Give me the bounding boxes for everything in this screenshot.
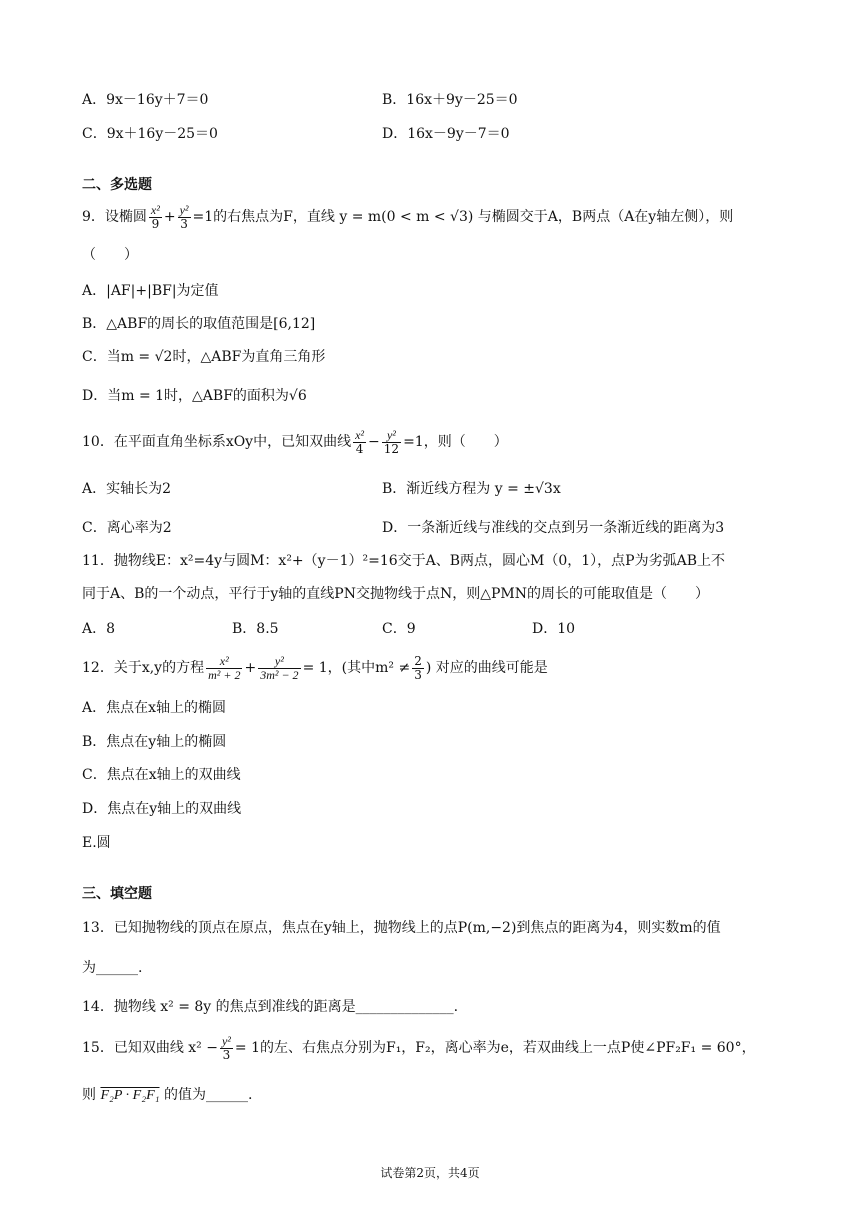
q9-option-b: B．△ABF的周长的取值范围是[6,12]: [82, 316, 316, 332]
q15-vector-product: F₂P · F₂F₁: [100, 1088, 160, 1103]
q11-option-d: D．10: [532, 621, 576, 637]
q15-line2: 则 F₂P · F₂F₁ 的值为______.: [82, 1087, 253, 1103]
page-footer: 试卷第2页，共4页: [380, 1166, 480, 1180]
section-3-title: 三、填空题: [82, 886, 152, 902]
q9-frac-y: $\frac{\text{y²}}{3}$: [179, 202, 189, 231]
q9-option-a: A．|AF|+|BF|为定值: [82, 283, 219, 299]
q10-stem: 10．在平面直角坐标系xOy中，已知双曲线 $\frac{\text{x²}}{4}$ − $\frac{\text{y²}}{12}$ =1，则（ ）: [82, 427, 508, 456]
q11-line1: 11．抛物线E：x²=4y与圆M：x²+（y－1）²=16交于A、B两点，圆心M（0，1），点P为劣弧AB上不: [82, 553, 726, 569]
q8-option-c: C．9x＋16y－25＝0: [82, 126, 218, 142]
q9-frac-x: $\frac{\text{x²}}{9}$: [150, 202, 160, 231]
q8-option-a: A．9x－16y＋7＝0: [82, 92, 209, 108]
q9-paren: （ ）: [82, 247, 138, 263]
q12-frac-two-thirds: $\frac{2}{3}$: [414, 653, 422, 682]
q9-option-d: D．当m = 1时，△ABF的面积为√6: [82, 388, 307, 404]
section-2-title: 二、多选题: [82, 177, 152, 193]
q10-frac-y: $\frac{\text{y²}}{12}$: [383, 427, 400, 456]
q10-frac-x: $\frac{\text{x²}}{4}$: [355, 427, 365, 456]
q14-line1: 14．抛物线 x² = 8y 的焦点到准线的距离是______________.: [82, 999, 459, 1015]
q12-option-b: B．焦点在y轴上的椭圆: [82, 734, 227, 750]
q10-option-d: D．一条渐近线与准线的交点到另一条渐近线的距离为3: [382, 520, 725, 536]
q12-frac-x: $\frac{\text{x²}}{\text{m² + 2}}$: [208, 653, 241, 682]
q12-option-c: C．焦点在x轴上的双曲线: [82, 767, 241, 783]
q15-stem: 15．已知双曲线 x² − $\frac{\text{y²}}{3}$ = 1的左、右焦点分别为F₁，F₂，离心率为e，若双曲线上一点P使∠PF₂F₁ = 60°，: [82, 1033, 756, 1062]
q12-stem: 12．关于x,y的方程 $\frac{\text{x²}}{\text{m² + 2}}$ + $\frac{\text{y²}}{\text{3m² − 2}}$ = 1，(其中m² ≠ $\frac{2}{3}$ ) 对应的曲线可能是: [82, 653, 548, 682]
q13-line1: 13．已知抛物线的顶点在原点，焦点在y轴上，抛物线上的点P(m,−2)到焦点的距离为4，则实数m的值: [82, 920, 721, 936]
q9-stem-post: 的右焦点为F，直线 y = m(0 < m < √3) 与椭圆交于A，B两点（A在y轴左侧），则: [213, 209, 734, 225]
q10-option-c: C．离心率为2: [82, 520, 172, 536]
q8-option-d: D．16x－9y－7＝0: [382, 126, 510, 142]
q12-option-a: A．焦点在x轴上的椭圆: [82, 700, 227, 716]
q11-option-b: B．8.5: [232, 621, 279, 637]
q11-option-a: A．8: [82, 621, 116, 637]
q12-option-e: E.圆: [82, 835, 111, 851]
q10-option-a: A．实轴长为2: [82, 481, 172, 497]
q9-stem: 9．设椭圆 $\frac{\text{x²}}{9}$ + $\frac{\text{y²}}{3}$ =1的右焦点为F，直线 y = m(0 < m < √3) 与椭圆交于A，B两点（A在y轴左侧），则: [82, 202, 734, 231]
q9-stem-pre: 9．设椭圆: [82, 209, 147, 225]
q12-frac-y: $\frac{\text{y²}}{\text{3m² − 2}}$: [260, 653, 299, 682]
q8-option-b: B．16x＋9y－25＝0: [382, 92, 518, 108]
q12-option-d: D．焦点在y轴上的双曲线: [82, 801, 242, 817]
q15-frac-y: $\frac{\text{y²}}{3}$: [221, 1033, 231, 1062]
q11-option-c: C．9: [382, 621, 416, 637]
q9-option-c: C．当m = √2时，△ABF为直角三角形: [82, 349, 326, 365]
q13-line2: 为______.: [82, 960, 143, 976]
q10-option-b: B．渐近线方程为 y = ±√3x: [382, 481, 561, 497]
q11-line2: 同于A、B的一个动点，平行于y轴的直线PN交抛物线于点N，则△PMN的周长的可能取值是（ ）: [82, 586, 709, 602]
